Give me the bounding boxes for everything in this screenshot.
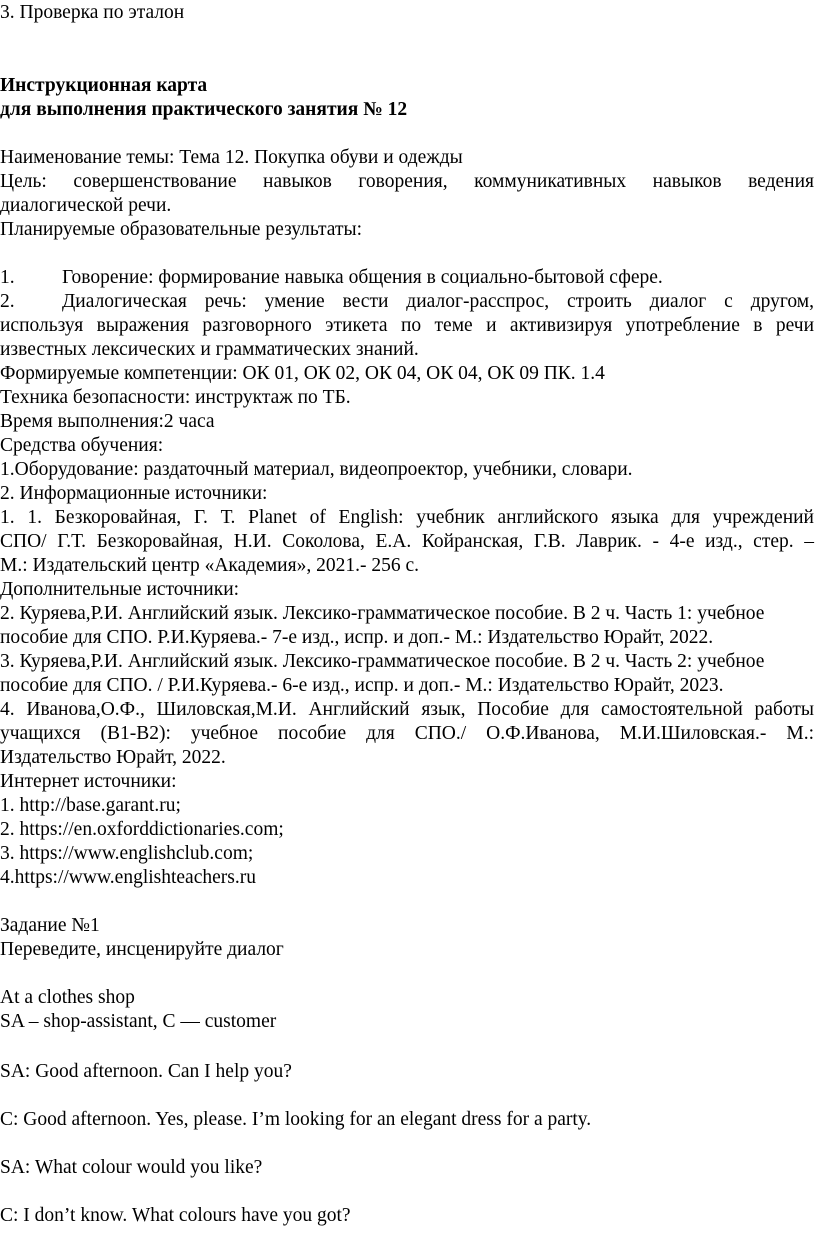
goal-line-1: Цель: совершенствование навыков говорения, коммуникативных навыков ведения	[0, 171, 814, 192]
safety-line: Техника безопасности: инструктаж по ТБ.	[0, 387, 351, 408]
extra-4-line-1: 4. Иванова,О.Ф., Шиловская,М.И. Английский язык, Пособие для самостоятельной работы	[0, 699, 814, 720]
result-item-1	[0, 266, 663, 290]
result-number: 2.	[0, 291, 15, 312]
equipment-line: 1.Оборудование: раздаточный материал, видеопроектор, учебники, словари.	[0, 459, 633, 480]
means-heading: Средства обучения:	[0, 435, 164, 456]
internet-link-3[interactable]: 3. https://www.englishclub.com;	[0, 843, 254, 864]
extra-heading: Дополнительные источники:	[0, 579, 240, 600]
source-1-line-3: М.: Издательский центр «Академия», 2021.- 256 с.	[0, 555, 419, 576]
result-2-line-2: используя выражения разговорного этикета по теме и активизируя употребление в речи	[0, 315, 814, 336]
extra-2-line-1: 2. Куряева,Р.И. Английский язык. Лексико-грамматическое пособие. В 2 ч. Часть 1: учебное	[0, 603, 765, 624]
card-title-line-2: для выполнения практического занятия № 12	[0, 99, 408, 120]
extra-4-line-3: Издательство Юрайт, 2022.	[0, 747, 226, 768]
extra-3-line-2: пособие для СПО. / Р.И.Куряева.- 6-е изд., испр. и доп.- М.: Издательство Юрайт, 2023.	[0, 675, 724, 696]
result-number: 1.	[0, 267, 15, 288]
internet-link-2[interactable]: 2. https://en.oxforddictionaries.com;	[0, 819, 284, 840]
result-item-2	[0, 290, 814, 314]
internet-link-1[interactable]: 1. http://base.garant.ru;	[0, 795, 181, 816]
result-2-line-3: известных лексических и грамматических знаний.	[0, 339, 419, 360]
internet-heading: Интернет источники:	[0, 771, 177, 792]
top-item: 3. Проверка по эталон	[0, 2, 185, 23]
dialog-line: C: I don’t know. What colours have you got?	[0, 1205, 351, 1226]
internet-link-4[interactable]: 4.https://www.englishteachers.ru	[0, 867, 256, 888]
results-heading: Планируемые образовательные результаты:	[0, 219, 362, 240]
dialog-line: C: Good afternoon. Yes, please. I’m looking for an elegant dress for a party.	[0, 1109, 592, 1130]
task-text: Переведите, инсценируйте диалог	[0, 939, 284, 960]
topic-line: Наименование темы: Тема 12. Покупка обуви и одежды	[0, 147, 463, 168]
dialog-line: SA: Good afternoon. Can I help you?	[0, 1061, 292, 1082]
dialog-roles: SA – shop-assistant, С — customer	[0, 1011, 277, 1032]
result-text: Говорение: формирование навыка общения в социально-бытовой сфере.	[62, 267, 663, 288]
source-1-line-1: 1. 1. Безкоровайная, Г. Т. Planet of English: учебник английского языка для учреждений	[0, 507, 814, 528]
extra-3-line-1: 3. Куряева,Р.И. Английский язык. Лексико-грамматическое пособие. В 2 ч. Часть 2: учебное	[0, 651, 765, 672]
info-heading: 2. Информационные источники:	[0, 483, 268, 504]
competencies-line: Формируемые компетенции: ОК 01, ОК 02, ОК 04, ОК 04, ОК 09 ПК. 1.4	[0, 363, 605, 384]
time-line: Время выполнения:2 часа	[0, 411, 215, 432]
extra-4-line-2: учащихся (B1-B2): учебное пособие для СПО./ О.Ф.Иванова, М.И.Шиловская.- М.:	[0, 723, 814, 744]
extra-2-line-2: пособие для СПО. Р.И.Куряева.- 7-е изд., испр. и доп.- М.: Издательство Юрайт, 2022.	[0, 627, 714, 648]
card-title-line-1: Инструкционная карта	[0, 75, 208, 96]
result-text: Диалогическая речь: умение вести диалог-расспрос, строить диалог с другом,	[62, 291, 814, 312]
dialog-line: SA: What colour would you like?	[0, 1157, 263, 1178]
dialog-title: At a clothes shop	[0, 987, 135, 1008]
task-title: Задание №1	[0, 915, 100, 936]
goal-line-2: диалогической речи.	[0, 195, 172, 216]
source-1-line-2: СПО/ Г.Т. Безкоровайная, Н.И. Соколова, Е.А. Койранская, Г.В. Лаврик. - 4-е изд., стер. –	[0, 531, 814, 552]
